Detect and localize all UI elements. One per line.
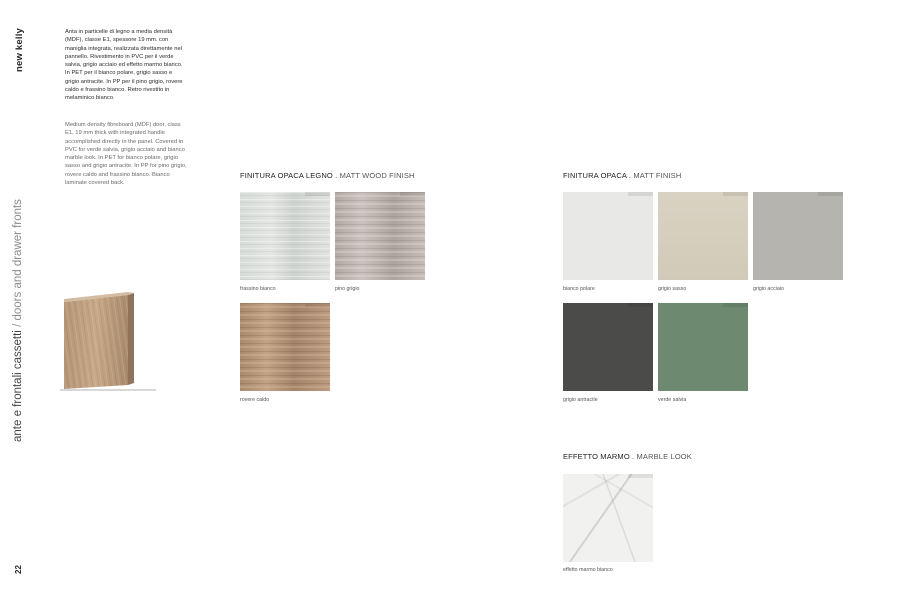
section-title-it: ante e frontali cassetti	[12, 330, 24, 442]
swatch-label-effetto-marmo-bianco: effetto marmo bianco	[563, 567, 613, 573]
marble-look-title-separator: .	[632, 452, 635, 461]
wood-finish-title	[240, 171, 415, 180]
brand-name: new kelly	[14, 27, 25, 72]
swatch-label-bianco-polare: bianco polare	[563, 286, 595, 292]
swatch-label-rovere-caldo: rovere caldo	[240, 397, 270, 403]
swatch-verde-salvia	[658, 303, 748, 391]
swatch-rovere-caldo	[240, 303, 330, 391]
marble-look-title-en: MARBLE LOOK	[636, 452, 692, 461]
description-english: Medium density fibreboard (MDF) door, class E1, 19 mm thick with integrated handle accomplished directly in the panel. Covered in PVC for verde salvia, grigio acciaio and bianco marble look. In PET for bianco polare, grigio sasso and grigio antracite. In PP for pino grigio, rovere caldo and frassino bianco. Bianco laminate covered back.	[65, 122, 187, 187]
swatch-bianco-polare	[563, 192, 653, 280]
swatch-label-grigio-antracite: grigio antracite	[563, 397, 598, 403]
swatch-grigio-acciaio	[753, 192, 843, 280]
swatch-effetto-marmo-bianco	[563, 474, 653, 562]
page-number: 22	[14, 565, 23, 574]
swatch-label-grigio-sasso: grigio sasso	[658, 286, 687, 292]
section-title-en: doors and drawer fronts	[12, 199, 24, 321]
wood-finish-title-separator: .	[335, 171, 338, 180]
section-title-separator: /	[12, 323, 24, 327]
swatch-grigio-antracite	[563, 303, 653, 391]
marble-look-title	[563, 452, 692, 461]
swatch-label-verde-salvia: verde salvia	[658, 397, 687, 403]
matt-finish-title	[563, 171, 681, 180]
matt-finish-title-en: MATT FINISH	[633, 171, 682, 180]
swatch-frassino-bianco	[240, 192, 330, 280]
wood-finish-title-en: MATT WOOD FINISH	[339, 171, 415, 180]
description-italian: Anta in particelle di legno a media densità (MDF), classe E1, spessore 19 mm. con maniglia integrata, realizzata direttamente nel pannello. Rivestimento in PVC per il verde salvia, grigio acciaio ed effetto marmo bianco. In PET per il bianco polare, grigio sasso e grigio antracite. In PP per il pino grigio, rovere caldo e frassino bianco. Retro rivestito in melaminico bianco.	[65, 29, 183, 102]
swatch-label-frassino-bianco: frassino bianco	[240, 286, 276, 292]
matt-finish-title-it: FINITURA OPACA	[563, 171, 627, 180]
section-title	[12, 199, 24, 442]
wood-finish-title-it: FINITURA OPACA LEGNO	[240, 171, 333, 180]
swatch-label-pino-grigio: pino grigio	[335, 286, 360, 292]
swatch-grigio-sasso	[658, 192, 748, 280]
matt-finish-title-separator: .	[628, 171, 632, 180]
swatch-pino-grigio	[335, 192, 425, 280]
swatch-label-grigio-acciaio: grigio acciaio	[753, 286, 784, 292]
door-illustration	[60, 290, 160, 395]
marble-look-title-it: EFFETTO MARMO	[563, 452, 630, 461]
